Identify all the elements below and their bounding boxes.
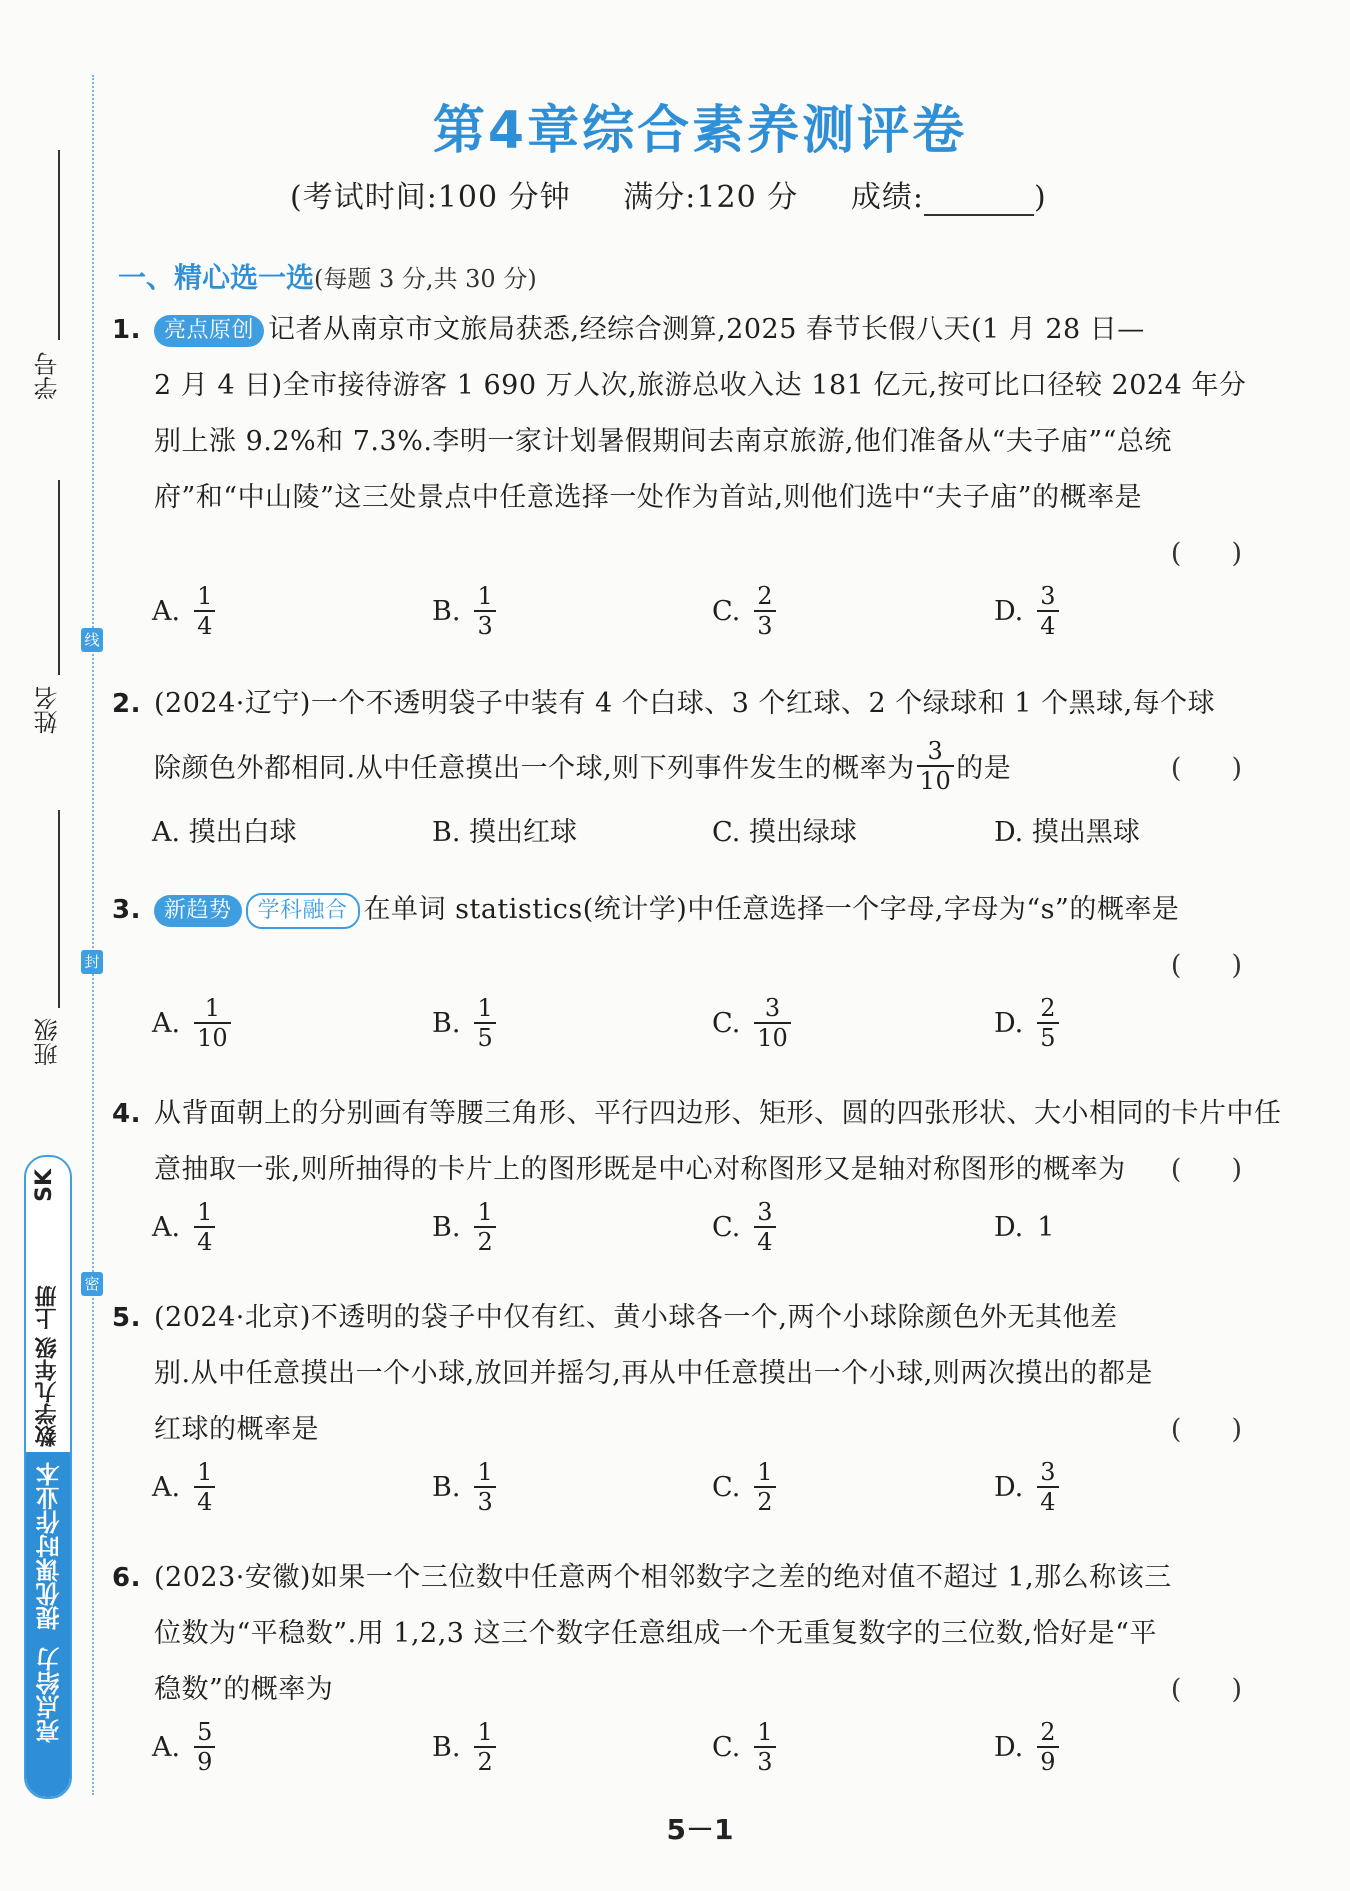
option-a[interactable]: A. $\frac{1}{4}$: [152, 1198, 215, 1256]
score-label: 成绩:: [850, 180, 924, 215]
answer-paren[interactable]: (): [1170, 1154, 1292, 1185]
options-row: [112, 1718, 1292, 1788]
fraction: $\frac{1}{3}$: [474, 582, 495, 640]
score-blank[interactable]: [924, 184, 1034, 216]
full-score: 满分:120 分: [623, 180, 799, 215]
brand-name: 亮点给力: [36, 1647, 64, 1743]
fraction: $\frac{2}{3}$: [754, 582, 775, 640]
brand-blue-band: [26, 1452, 70, 1797]
question-text: 从背面朝上的分别画有等腰三角形、平行四边形、矩形、圆的四张形状、大小相同的卡片中任: [154, 1098, 1282, 1129]
fraction: $\frac{3}{4}$: [754, 1198, 775, 1256]
question-line: 别上涨 9.2%和 7.3%.李明一家计划暑假期间去南京旅游,他们准备从“夫子庙”“总统: [154, 426, 1172, 457]
fraction: $\frac{1}{2}$: [474, 1718, 495, 1776]
book-brand-box: [24, 1155, 72, 1799]
option-d[interactable]: D. $\frac{3}{4}$: [994, 1458, 1059, 1516]
question-line: [112, 1402, 1292, 1458]
fraction: $\frac{3}{10}$: [754, 994, 791, 1052]
question-line: [112, 1662, 1292, 1718]
brand-series: SK: [32, 1169, 57, 1202]
tag-new-trend: 新趋势: [154, 895, 242, 927]
answer-paren[interactable]: (): [1170, 538, 1292, 569]
question-text: 稳数”的概率为: [154, 1674, 334, 1705]
option-b[interactable]: B. $\frac{1}{2}$: [432, 1718, 496, 1776]
brand-tagline: 提优课时作业本: [36, 1462, 64, 1630]
question-number: 5.: [112, 1303, 141, 1333]
question-line: 别.从中任意摸出一个小球,放回并摇匀,再从中任意摸出一个小球,则两次摸出的都是: [154, 1358, 1153, 1389]
question-text: 在单词 statistics(统计学)中任意选择一个字母,字母为“s”的概率是: [363, 894, 1180, 925]
class-field[interactable]: [58, 810, 60, 1008]
question-4: [112, 1086, 1292, 1268]
exam-time: (考试时间:100 分钟: [290, 180, 571, 215]
option-b[interactable]: B. 摸出红球: [432, 817, 578, 848]
fraction: $\frac{3}{4}$: [1037, 582, 1058, 640]
tag-subject-fusion: 学科融合: [246, 893, 360, 929]
option-a[interactable]: A. 摸出白球: [152, 817, 297, 848]
option-b[interactable]: B. $\frac{1}{2}$: [432, 1198, 496, 1256]
question-text: 记者从南京市文旅局获悉,经综合测算,2025 春节长假八天(1 月 28 日—: [268, 314, 1145, 345]
option-d[interactable]: D. 1: [994, 1212, 1055, 1243]
question-number: 1.: [112, 315, 141, 345]
option-b[interactable]: B. $\frac{1}{3}$: [432, 582, 496, 640]
question-text: (2024·北京)不透明的袋子中仅有红、黄小球各一个,两个小球除颜色外无其他差: [154, 1302, 1118, 1333]
section-title: [118, 256, 537, 296]
fraction: $\frac{1}{2}$: [754, 1458, 775, 1516]
option-b[interactable]: B. $\frac{1}{3}$: [432, 1458, 496, 1516]
close-paren: ): [1034, 180, 1047, 215]
option-c[interactable]: C. $\frac{1}{3}$: [712, 1718, 776, 1776]
option-c[interactable]: C. $\frac{1}{2}$: [712, 1458, 776, 1516]
section-head: 一、精心选一选: [118, 261, 315, 294]
question-line: [112, 1142, 1292, 1198]
option-a[interactable]: A. $\frac{1}{4}$: [152, 582, 215, 640]
option-d[interactable]: D. 摸出黑球: [994, 817, 1140, 848]
page-number: 5－1: [666, 1813, 734, 1846]
fraction: $\frac{1}{4}$: [194, 582, 215, 640]
name-label: 姓名: [34, 686, 62, 734]
answer-paren[interactable]: (): [1170, 950, 1292, 981]
fraction: $\frac{5}{9}$: [194, 1718, 215, 1776]
question-number: 2.: [112, 689, 141, 719]
question-2: [112, 676, 1292, 866]
fraction: $\frac{1}{4}$: [194, 1458, 215, 1516]
question-line: [112, 1086, 1292, 1142]
question-text: (2024·辽宁)一个不透明袋子中装有 4 个白球、3 个红球、2 个绿球和 1 个黑球,每个球: [154, 688, 1216, 719]
brand-book: 数学九年级 上册: [35, 1285, 60, 1447]
student-id-label: 学号: [34, 352, 62, 400]
question-line: 位数为“平稳数”.用 1,2,3 这三个数字任意组成一个无重复数字的三位数,恰好是“平: [154, 1618, 1157, 1649]
question-number: 4.: [112, 1099, 141, 1129]
option-d[interactable]: D. $\frac{2}{5}$: [994, 994, 1059, 1052]
question-3: [112, 882, 1292, 1064]
question-number: 6.: [112, 1563, 141, 1593]
question-line: [112, 676, 1292, 732]
question-text: (2023·安徽)如果一个三位数中任意两个相邻数字之差的绝对值不超过 1,那么称该三: [154, 1562, 1172, 1593]
fraction: $\frac{1}{4}$: [194, 1198, 215, 1256]
question-5: [112, 1290, 1292, 1528]
options-row: [112, 582, 1292, 652]
fraction: $\frac{1}{5}$: [474, 994, 495, 1052]
option-c[interactable]: C. $\frac{3}{10}$: [712, 994, 791, 1052]
page-title: 第4章综合素养测评卷: [432, 101, 968, 161]
binding-dotted-line: [92, 75, 94, 1795]
question-text: 意抽取一张,则所抽得的卡片上的图形既是中心对称图形又是轴对称图形的概率为: [154, 1154, 1126, 1185]
option-a[interactable]: A. $\frac{1}{4}$: [152, 1458, 215, 1516]
fraction: $\frac{3}{4}$: [1037, 1458, 1058, 1516]
question-number: 3.: [112, 895, 141, 925]
answer-paren[interactable]: (): [1170, 753, 1292, 784]
option-a[interactable]: A. $\frac{1}{10}$: [152, 994, 231, 1052]
question-text: 的是: [956, 753, 1012, 784]
options-row: [112, 1458, 1292, 1528]
question-1: [112, 302, 1292, 652]
option-c[interactable]: C. 摸出绿球: [712, 817, 857, 848]
question-text: 除颜色外都相同.从中任意摸出一个球,则下列事件发生的概率为: [154, 753, 915, 784]
name-field[interactable]: [58, 480, 60, 675]
option-b[interactable]: B. $\frac{1}{5}$: [432, 994, 496, 1052]
student-id-field[interactable]: [58, 150, 60, 340]
binding-mark-seal: 封: [81, 950, 103, 974]
question-line: [112, 1290, 1292, 1346]
binding-mark-secret: 密: [81, 1272, 103, 1296]
question-line: [112, 302, 1292, 358]
answer-paren[interactable]: (): [1170, 1414, 1292, 1445]
fraction: $\frac{1}{10}$: [194, 994, 231, 1052]
exam-info: [290, 172, 1047, 216]
option-d[interactable]: D. $\frac{3}{4}$: [994, 582, 1059, 640]
fraction: $\frac{1}{3}$: [754, 1718, 775, 1776]
binding-mark-line: 线: [81, 628, 103, 652]
fraction: $\frac{2}{9}$: [1037, 1718, 1058, 1776]
question-line: [112, 732, 1292, 806]
section-note: (每题 3 分,共 30 分): [314, 265, 537, 293]
option-d[interactable]: D. $\frac{2}{9}$: [994, 1718, 1059, 1776]
fraction: $\frac{1}{2}$: [474, 1198, 495, 1256]
tag-original: 亮点原创: [154, 315, 264, 347]
question-line: [112, 1550, 1292, 1606]
question-line: 府”和“中山陵”这三处景点中任意选择一处作为首站,则他们选中“夫子庙”的概率是: [154, 482, 1143, 513]
option-a[interactable]: A. $\frac{5}{9}$: [152, 1718, 215, 1776]
options-row: [112, 994, 1292, 1064]
answer-paren[interactable]: (): [1170, 1674, 1292, 1705]
option-c[interactable]: C. $\frac{3}{4}$: [712, 1198, 776, 1256]
question-6: [112, 1550, 1292, 1788]
question-line: 2 月 4 日)全市接待游客 1 690 万人次,旅游总收入达 181 亿元,按可比口径较 2024 年分: [154, 370, 1247, 401]
options-row: [112, 1198, 1292, 1268]
fraction: $\frac{1}{3}$: [474, 1458, 495, 1516]
options-row: [112, 810, 1292, 870]
class-label: 班级: [34, 1018, 62, 1066]
option-c[interactable]: C. $\frac{2}{3}$: [712, 582, 776, 640]
question-text: 红球的概率是: [154, 1414, 319, 1445]
fraction: $\frac{3}{10}$: [917, 737, 955, 795]
fraction: $\frac{2}{5}$: [1037, 994, 1058, 1052]
question-line: [112, 882, 1292, 938]
